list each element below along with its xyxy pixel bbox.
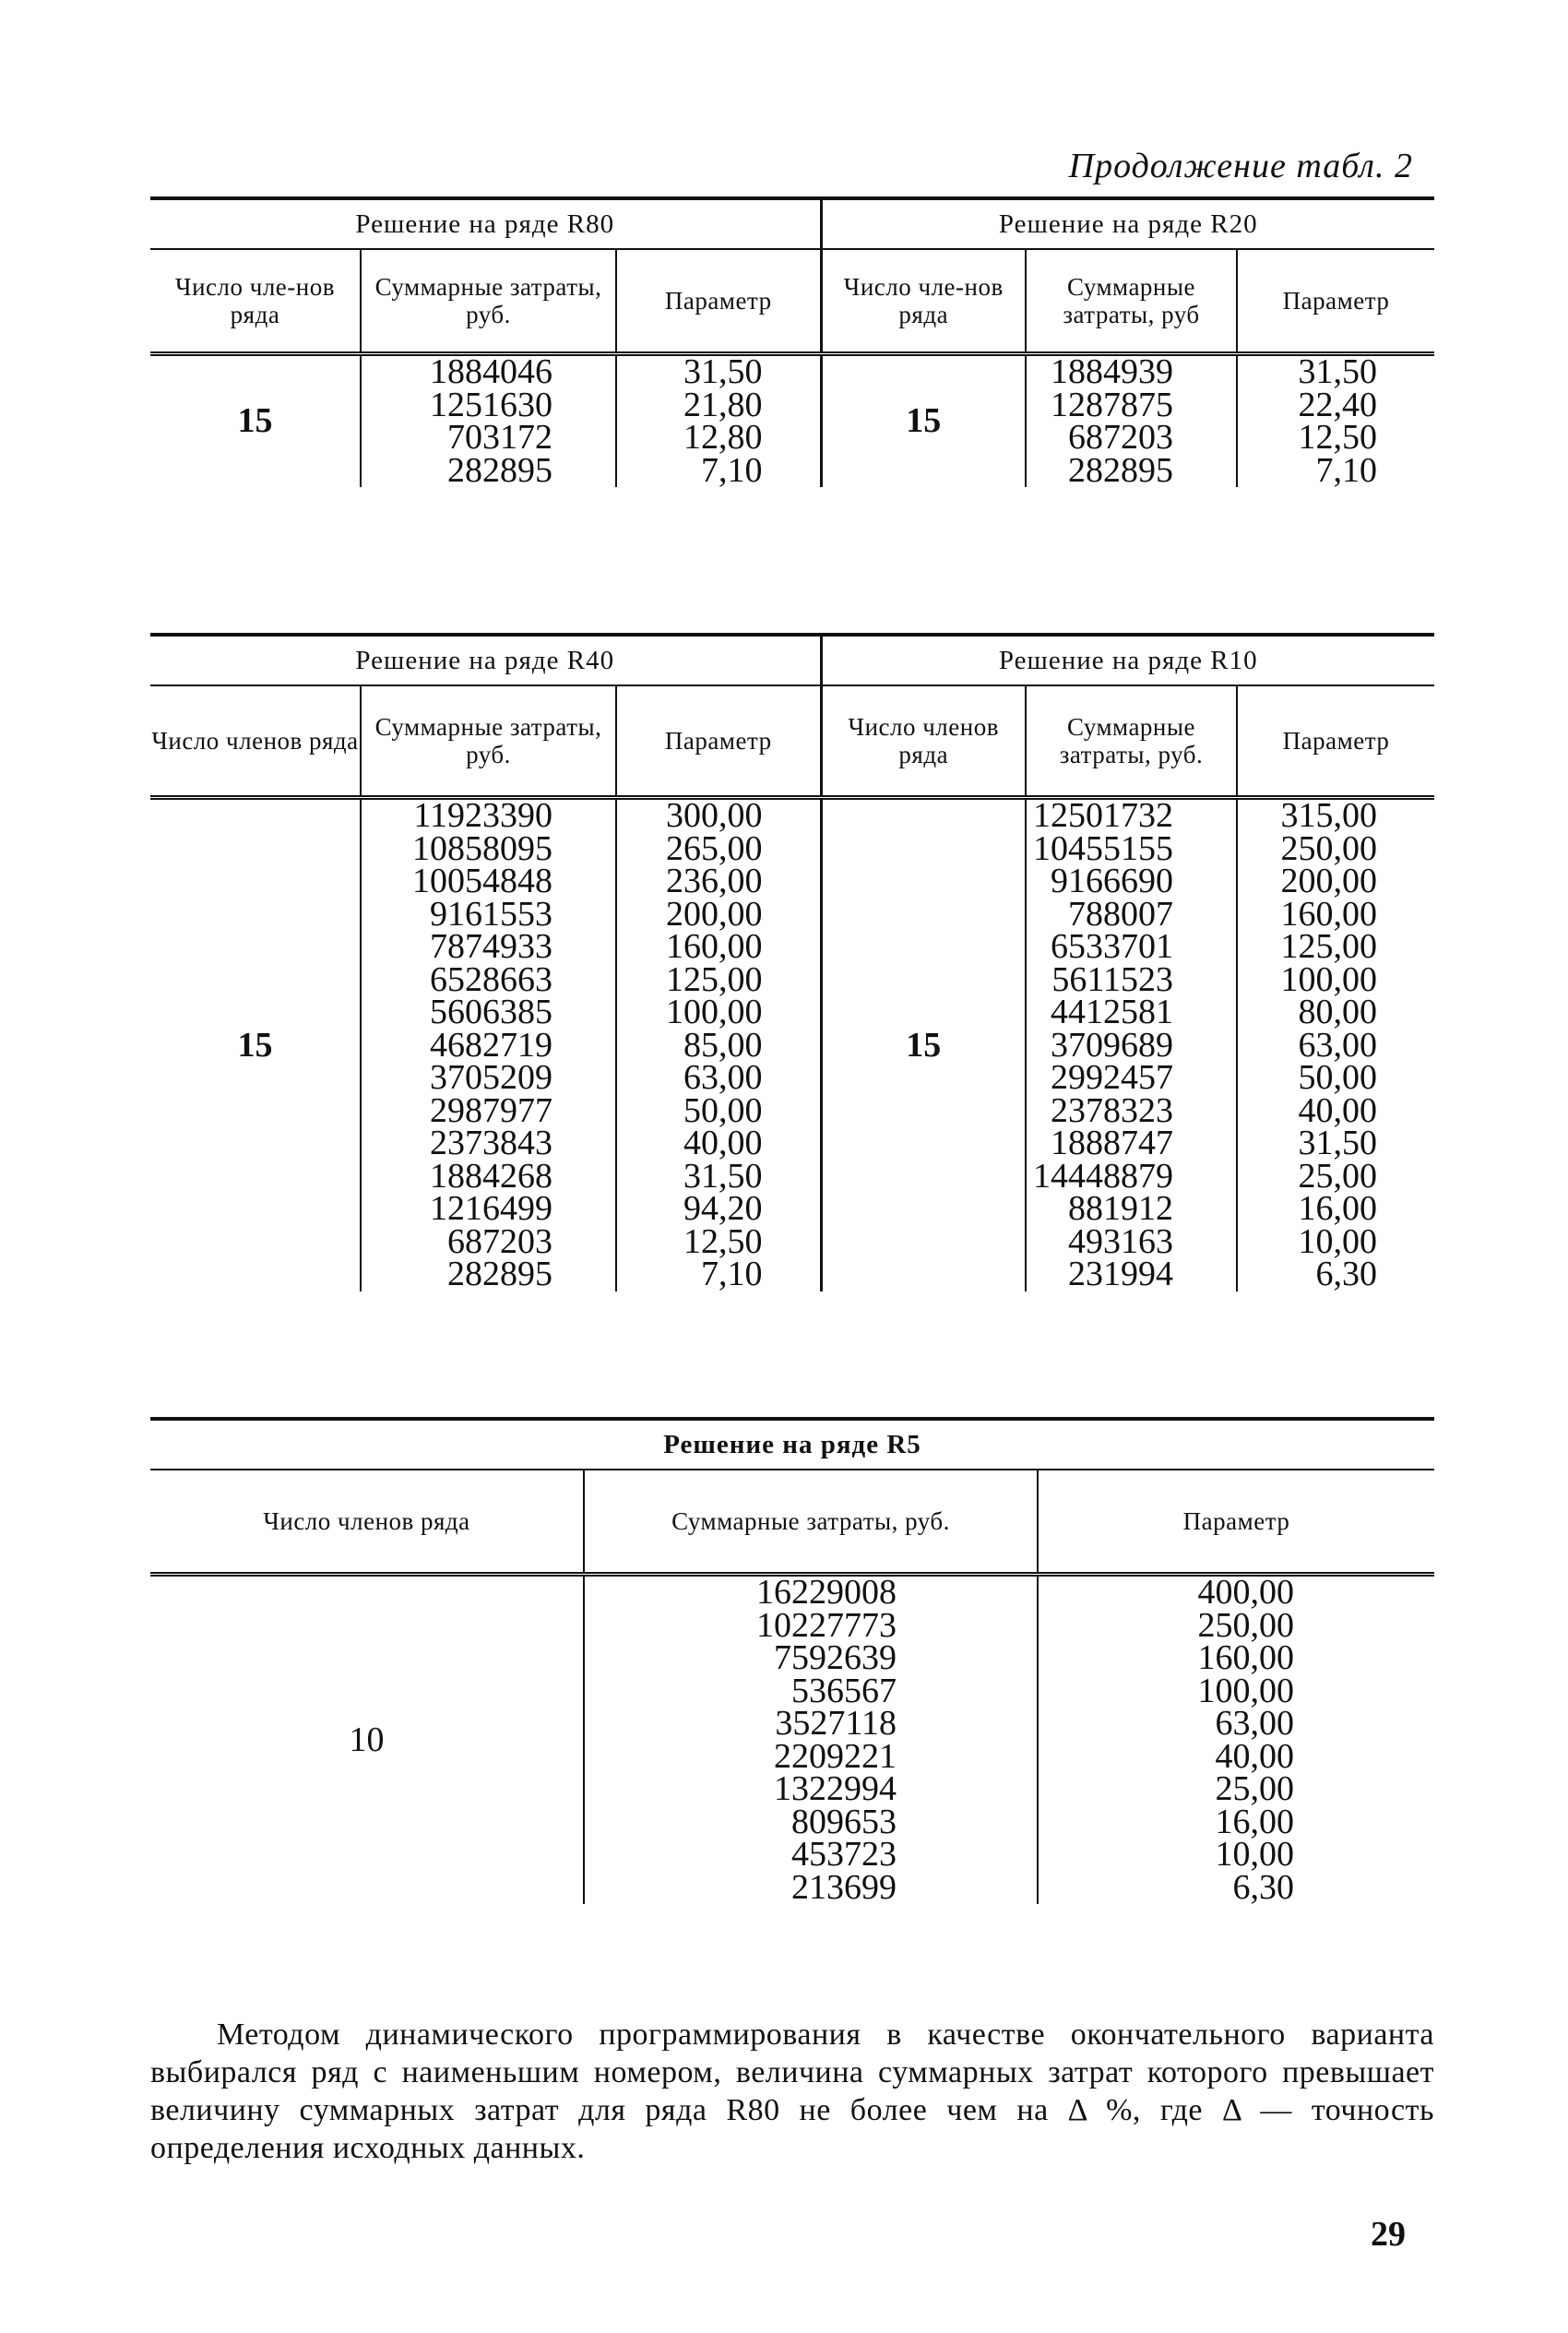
table-cell-value: 1251630 bbox=[430, 385, 552, 424]
table-cell-value: 12,50 bbox=[1298, 418, 1377, 457]
table-cell-value: 31,50 bbox=[1298, 1124, 1377, 1162]
table-cell-value: 5606385 bbox=[430, 993, 552, 1031]
table-cell-value: 85,00 bbox=[683, 1025, 763, 1065]
r5-sum-header: Суммарные затраты, руб. bbox=[584, 1470, 1038, 1575]
table-cell-value: 63,00 bbox=[683, 1058, 763, 1097]
table-cell-value: 10455155 bbox=[1033, 828, 1173, 868]
r80-title: Решение на ряде R80 bbox=[150, 198, 821, 249]
table-cell-value: 231994 bbox=[1068, 1255, 1173, 1293]
r40-title: Решение на ряде R40 bbox=[150, 635, 821, 685]
r80-sum-header: Суммарные затраты, руб. bbox=[361, 249, 616, 354]
r40-count-header: Число членов ряда bbox=[150, 685, 361, 798]
r80-sum-list bbox=[361, 354, 616, 488]
r5-count-header: Число членов ряда bbox=[150, 1470, 584, 1575]
r80-count-header: Число чле-нов ряда bbox=[150, 249, 361, 354]
table-cell-value: 315,00 bbox=[1280, 796, 1377, 835]
table-cell-value: 687203 bbox=[447, 1221, 552, 1261]
table-cell-value: 282895 bbox=[1068, 450, 1173, 490]
table-cell-value: 3527118 bbox=[775, 1704, 897, 1743]
table-cell-value: 1884939 bbox=[1051, 352, 1173, 391]
r5-title: Решение на ряде R5 bbox=[150, 1419, 1434, 1470]
table-cell-value: 250,00 bbox=[1197, 1605, 1294, 1645]
table-cell-value: 50,00 bbox=[1298, 1058, 1377, 1097]
r10-sum-list bbox=[1026, 798, 1237, 1291]
table-cell-value: 4682719 bbox=[430, 1025, 552, 1065]
table-cell-value: 6,30 bbox=[1232, 1867, 1294, 1907]
table-cell-value: 7,10 bbox=[701, 450, 763, 490]
table-cell-value: 125,00 bbox=[666, 959, 763, 999]
r40-param-list bbox=[616, 798, 821, 1291]
page-number: 29 bbox=[1371, 2215, 1406, 2254]
r20-count-header: Число чле-нов ряда bbox=[821, 249, 1026, 354]
r20-param-header: Параметр bbox=[1237, 249, 1434, 354]
r80-count: 15 bbox=[237, 401, 273, 441]
table-cell-value: 100,00 bbox=[1197, 1671, 1294, 1710]
table-r40-r10 bbox=[150, 633, 1434, 1291]
table-cell-value: 21,80 bbox=[683, 385, 763, 424]
r40-param-header: Параметр bbox=[616, 685, 821, 798]
table-cell-value: 9161553 bbox=[430, 894, 552, 934]
table-cell-value: 11923390 bbox=[413, 796, 552, 835]
table-cell-value: 2987977 bbox=[430, 1090, 552, 1130]
r5-count: 10 bbox=[349, 1720, 385, 1759]
r10-count-header: Число членов ряда bbox=[821, 685, 1026, 798]
table-cell-value: 80,00 bbox=[1298, 993, 1377, 1031]
table-cell-value: 4412581 bbox=[1051, 993, 1173, 1031]
r20-count: 15 bbox=[821, 354, 1026, 488]
table-cell-value: 265,00 bbox=[666, 828, 763, 868]
r40-count: 15 bbox=[237, 1025, 273, 1065]
table-cell-value: 7,10 bbox=[701, 1255, 763, 1293]
table-cell-value: 6533701 bbox=[1051, 927, 1173, 966]
r20-sum-list bbox=[1026, 354, 1237, 488]
table-cell-value: 2378323 bbox=[1051, 1090, 1173, 1130]
table-cell-value: 100,00 bbox=[666, 993, 763, 1031]
table-cell-value: 125,00 bbox=[1280, 927, 1377, 966]
table-cell-value: 50,00 bbox=[683, 1090, 763, 1130]
table-cell-value: 1216499 bbox=[430, 1189, 552, 1228]
table-cell-value: 1888747 bbox=[1051, 1124, 1173, 1162]
table-cell-value: 236,00 bbox=[666, 862, 763, 900]
table-cell-value: 25,00 bbox=[1298, 1156, 1377, 1196]
table-cell-value: 400,00 bbox=[1197, 1573, 1294, 1612]
table-cell-value: 7592639 bbox=[774, 1638, 897, 1677]
r40-sum-list bbox=[361, 798, 616, 1291]
table-cell-value: 2209221 bbox=[774, 1736, 897, 1776]
table-cell-value: 200,00 bbox=[666, 894, 763, 934]
table-cell-value: 160,00 bbox=[666, 927, 763, 966]
table-cell-value: 40,00 bbox=[683, 1124, 763, 1162]
r80-param-header: Параметр bbox=[616, 249, 821, 354]
table-cell-value: 213699 bbox=[791, 1867, 897, 1907]
table-cell-value: 282895 bbox=[447, 1255, 552, 1293]
table-cell-value: 63,00 bbox=[1215, 1704, 1294, 1743]
table-cell-value: 25,00 bbox=[1215, 1769, 1294, 1808]
table-cell-value: 31,50 bbox=[683, 352, 763, 391]
table-cell-value: 703172 bbox=[447, 418, 552, 457]
table-cell-value: 100,00 bbox=[1280, 959, 1377, 999]
table-cell-value: 453723 bbox=[791, 1835, 897, 1874]
table-cell-value: 6528663 bbox=[430, 959, 552, 999]
table-cell-value: 1322994 bbox=[774, 1769, 897, 1808]
table-cell-value: 31,50 bbox=[1298, 352, 1377, 391]
table-cell-value: 10,00 bbox=[1298, 1221, 1377, 1261]
table-cell-value: 809653 bbox=[791, 1802, 897, 1841]
table-cell-value: 12,50 bbox=[683, 1221, 763, 1261]
table-cell-value: 12,80 bbox=[683, 418, 763, 457]
table-cell-value: 1287875 bbox=[1051, 385, 1173, 424]
table-cell-value: 5611523 bbox=[1051, 959, 1173, 999]
table-cell-value: 3705209 bbox=[430, 1058, 552, 1097]
table-cell-value: 788007 bbox=[1068, 894, 1173, 934]
table-cell-value: 2373843 bbox=[430, 1124, 552, 1162]
table-cell-value: 14448879 bbox=[1033, 1156, 1173, 1196]
table-cell-value: 6,30 bbox=[1315, 1255, 1377, 1293]
table-cell-value: 40,00 bbox=[1215, 1736, 1294, 1776]
r5-param-list bbox=[1038, 1575, 1434, 1905]
r10-title: Решение на ряде R10 bbox=[821, 635, 1434, 685]
table-cell-value: 3709689 bbox=[1051, 1025, 1173, 1065]
r80-param-list bbox=[616, 354, 821, 488]
r10-sum-header: Суммарные затраты, руб. bbox=[1026, 685, 1237, 798]
table-cell-value: 1884268 bbox=[430, 1156, 552, 1196]
table-cell-value: 7,10 bbox=[1315, 450, 1377, 490]
table-cell-value: 63,00 bbox=[1298, 1025, 1377, 1065]
table-cell-value: 2992457 bbox=[1051, 1058, 1173, 1097]
table-cell-value: 250,00 bbox=[1280, 828, 1377, 868]
table-cell-value: 10,00 bbox=[1215, 1835, 1294, 1874]
paragraph-text: Методом динамического программирования в качестве окончательного варианта выбирался ряд с наименьшим номером, величина суммарных затрат которого превышает величину суммарных затрат для ряда R80 не более чем на Δ %, где Δ — точность определения исходных данных. bbox=[150, 2018, 1434, 2165]
table-cell-value: 31,50 bbox=[683, 1156, 763, 1196]
table-cell-value: 200,00 bbox=[1280, 862, 1377, 900]
table-r5 bbox=[150, 1417, 1434, 1907]
r40-sum-header: Суммарные затраты, руб. bbox=[361, 685, 616, 798]
table-cell-value: 687203 bbox=[1068, 418, 1173, 457]
table-cell-value: 12501732 bbox=[1033, 796, 1173, 835]
r5-param-header: Параметр bbox=[1038, 1470, 1434, 1575]
table-cell-value: 10054848 bbox=[412, 862, 552, 900]
r10-param-header: Параметр bbox=[1237, 685, 1434, 798]
table-cell-value: 493163 bbox=[1068, 1221, 1173, 1261]
table-cell-value: 7874933 bbox=[430, 927, 552, 966]
table-cell-value: 1884046 bbox=[430, 352, 552, 391]
table-cell-value: 881912 bbox=[1068, 1189, 1173, 1228]
r20-title: Решение на ряде R20 bbox=[821, 198, 1434, 249]
table-cell-value: 16,00 bbox=[1298, 1189, 1377, 1228]
table-cell-value: 282895 bbox=[447, 450, 552, 490]
table-cell-value: 16,00 bbox=[1215, 1802, 1294, 1841]
table-cell-value: 160,00 bbox=[1197, 1638, 1294, 1677]
r20-param-list bbox=[1237, 354, 1434, 488]
table-cell-value: 16229008 bbox=[756, 1573, 897, 1612]
table-cell-value: 536567 bbox=[791, 1671, 897, 1710]
r10-param-list bbox=[1237, 798, 1434, 1291]
body-paragraph bbox=[150, 2016, 1434, 2167]
table-cell-value: 94,20 bbox=[683, 1189, 763, 1228]
r10-count: 15 bbox=[821, 798, 1026, 1291]
table-cell-value: 22,40 bbox=[1298, 385, 1377, 424]
table-caption: Продолжение табл. 2 bbox=[1068, 147, 1413, 185]
table-cell-value: 160,00 bbox=[1280, 894, 1377, 934]
table-cell-value: 10858095 bbox=[412, 828, 552, 868]
table-cell-value: 10227773 bbox=[756, 1605, 897, 1645]
table-r80-r20 bbox=[150, 196, 1434, 490]
r20-sum-header: Суммарные затраты, руб bbox=[1026, 249, 1237, 354]
r5-sum-list bbox=[584, 1575, 1038, 1905]
table-cell-value: 300,00 bbox=[666, 796, 763, 835]
table-cell-value: 40,00 bbox=[1298, 1090, 1377, 1130]
table-cell-value: 9166690 bbox=[1051, 862, 1173, 900]
